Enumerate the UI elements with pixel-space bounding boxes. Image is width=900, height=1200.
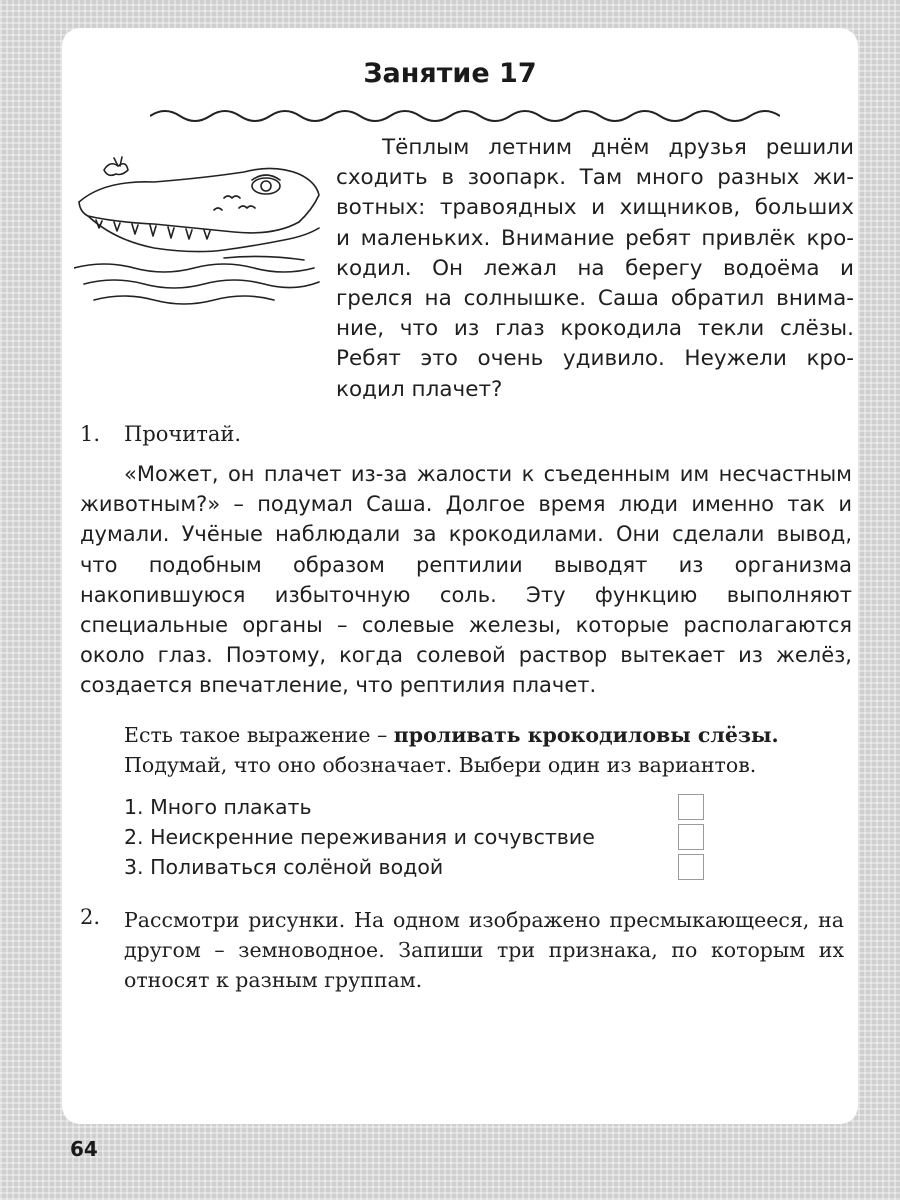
option-label: 1. Много плакать xyxy=(124,795,312,819)
question-suffix: . xyxy=(771,723,779,747)
task1-paragraph: «Может, он плачет из-за жалости к съеденным им несчастным животным?» – подумал Саша. Долгое время люди именно так и думали. Учёные наблюдали за крокодилами. Они сделали вывод, что подобным образом рептилии выводят из организма накопившуюся избыточную соль. Эту функцию выполняют специальные органы – солевые железы, которые располагаются около глаз. Поэтому, когда солевой раствор вытекает из желёз, создается впечатление, что рептилия плачет. xyxy=(80,462,852,698)
task2-text: Рассмотри рисунки. На одном изображено пресмыкающееся, на другом – земноводное. Запиши три признака, по которым их относят к разным группам. xyxy=(124,908,844,992)
question-line2: Подумай, что оно обозначает. Выбери один из вариантов. xyxy=(124,753,757,777)
intro-line: грелся на солнышке. Саша обратил внима- xyxy=(336,286,854,312)
intro-line: вотных: травоядных и хищников, больших xyxy=(336,195,854,221)
option-1-checkbox[interactable] xyxy=(678,794,704,820)
option-1 xyxy=(124,792,724,822)
option-2-checkbox[interactable] xyxy=(678,824,704,850)
option-2 xyxy=(124,822,724,852)
intro-line: сходить в зоопарк. Там много разных жи- xyxy=(336,165,854,191)
answer-options xyxy=(124,792,724,882)
intro-line: кодил. Он лежал на берегу водоёма и xyxy=(336,255,854,281)
intro-line: Тёплым летним днём друзья решили xyxy=(382,135,854,160)
wavy-divider xyxy=(150,104,780,128)
option-label: 3. Поливаться солёной водой xyxy=(124,855,444,879)
crocodile-illustration xyxy=(74,150,324,310)
intro-line: Ребят это очень удивило. Неужели кро- xyxy=(336,346,854,372)
lesson-title: Занятие 17 xyxy=(363,58,537,89)
page-number: 64 xyxy=(70,1137,98,1161)
task2-number: 2. xyxy=(80,905,101,929)
intro-line: кодил плачет? xyxy=(336,376,503,402)
task1-question xyxy=(124,720,844,780)
intro-paragraph xyxy=(336,133,854,405)
intro-line: ние, что из глаз крокодила текли слёзы. xyxy=(336,316,854,342)
option-3-checkbox[interactable] xyxy=(678,854,704,880)
option-label: 2. Неискренние переживания и сочувствие xyxy=(124,825,595,849)
option-3 xyxy=(124,852,724,882)
intro-line: и маленьких. Внимание ребят привлёк кро- xyxy=(336,225,854,251)
question-prefix: Есть такое выражение – xyxy=(124,723,394,747)
task1-number: 1. xyxy=(80,422,101,446)
task1-reading-text xyxy=(80,459,852,701)
task1-heading: Прочитай. xyxy=(124,422,242,446)
idiom-phrase: проливать крокодиловы слёзы xyxy=(393,723,772,747)
